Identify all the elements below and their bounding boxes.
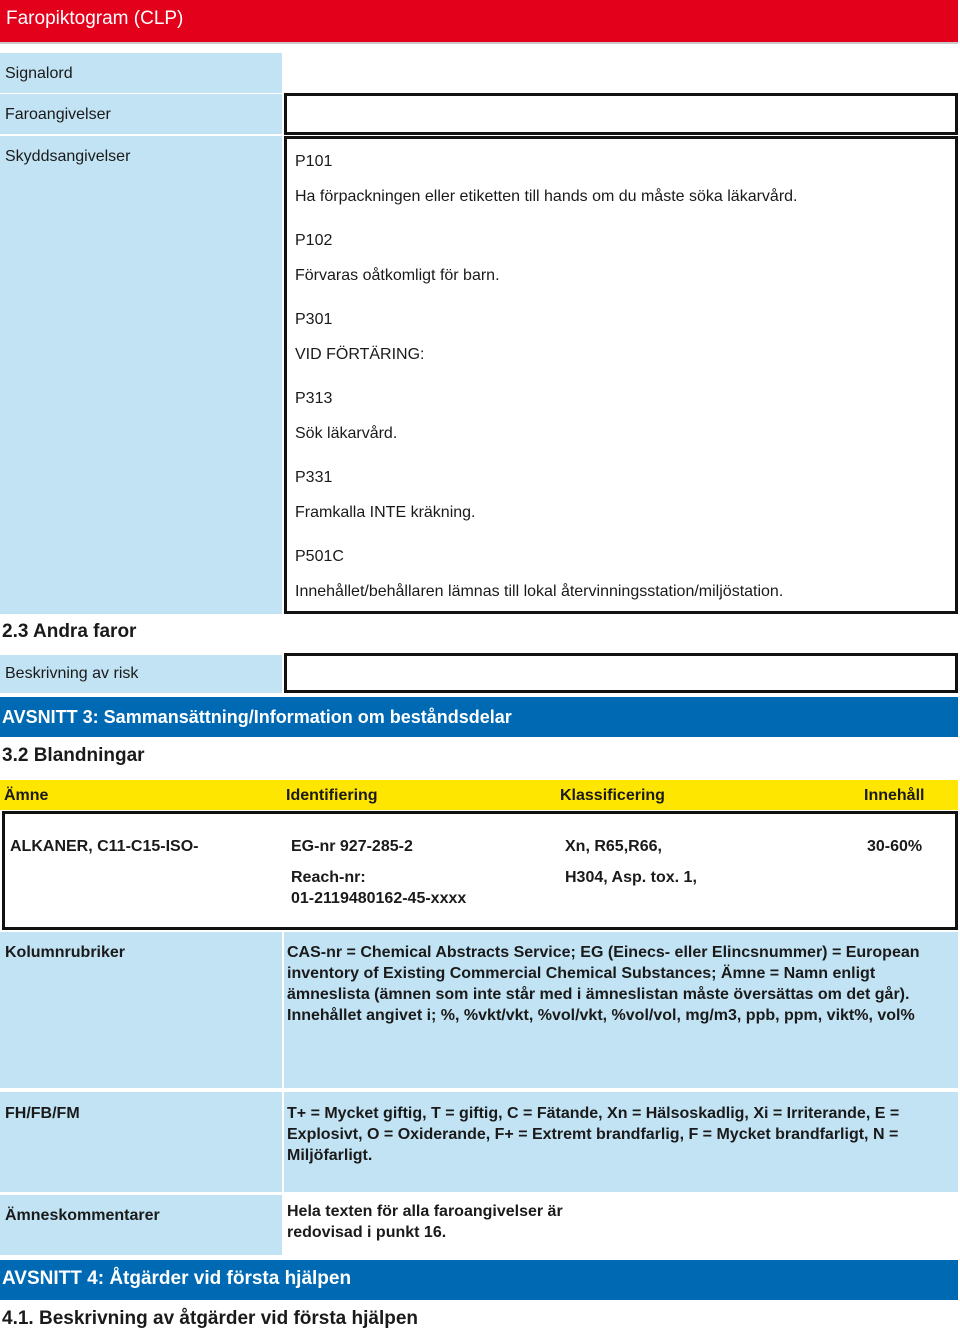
- precautionary-code: P102: [295, 232, 333, 249]
- classification-line-2: H304, Asp. tox. 1,: [565, 869, 697, 886]
- signal-word-label: Signalord: [0, 53, 282, 93]
- reach-label: Reach-nr:: [291, 869, 366, 886]
- precautionary-text: VID FÖRTÄRING:: [295, 346, 425, 363]
- reach-number: 01-2119480162-45-xxxx: [291, 890, 467, 907]
- section-4-1-heading: 4.1. Beskrivning av åtgärder vid första hjälpen: [2, 1308, 419, 1329]
- header-classification: Klassificering: [560, 787, 665, 804]
- fh-text: T+ = Mycket giftig, T = giftig, C = Fätande, Xn = Hälsoskadlig, Xi = Irriterande, E = Explosivt, O = Oxiderande, F+ = Extremt brandfarlig, F = Mycket brandfarligt, N = Miljöfarligt.: [287, 1105, 900, 1164]
- section-4-title: AVSNITT 4: Åtgärder vid första hjälpen: [2, 1268, 352, 1289]
- substance-name: ALKANER, C11-C15-ISO-: [10, 838, 199, 855]
- precautionary-text: Sök läkarvård.: [295, 425, 398, 442]
- columns-note-text: CAS-nr = Chemical Abstracts Service; EG (Einecs- eller Elincsnummer) = European inventory of Existing Commercial Chemical Substances; Ämne = Namn enligt ämneslista (ämnen som inte står med i ämneslistan måste översättas om det går). Innehållet angivet i; %, %vkt/vkt, %vol/vkt, %vol/vol, mg/m3, ppb, ppm, vikt%, vol%: [287, 944, 920, 1024]
- columns-note-label: Kolumnrubriker: [5, 944, 126, 961]
- fh-label-cell: [0, 1092, 282, 1192]
- section-3-title: AVSNITT 3: Sammansättning/Information om beståndsdelar: [2, 707, 512, 727]
- precautionary-code: P501C: [295, 548, 344, 565]
- risk-description-label: Beskrivning av risk: [0, 655, 282, 693]
- precautionary-text: Ha förpackningen eller etiketten till hands om du måste söka läkarvård.: [295, 188, 798, 205]
- section-3-2-heading: 3.2 Blandningar: [2, 745, 145, 766]
- comments-label: Ämneskommentarer: [5, 1207, 160, 1224]
- precautionary-text: Innehållet/behållaren lämnas till lokal återvinningsstation/miljöstation.: [295, 583, 784, 600]
- header-identification: Identifiering: [286, 787, 378, 804]
- precautionary-code: P101: [295, 153, 333, 170]
- header-substance: Ämne: [4, 787, 49, 804]
- hazard-statements-box: [284, 93, 958, 135]
- precautionary-code: P301: [295, 311, 333, 328]
- risk-description-box: [284, 653, 958, 693]
- precautionary-box: [284, 136, 958, 614]
- comments-text: Hela texten för alla faroangivelser är redovisad i punkt 16.: [287, 1203, 563, 1241]
- fh-label: FH/FB/FM: [5, 1105, 80, 1122]
- hazard-statements-label: Faroangivelser: [0, 94, 282, 134]
- precautionary-code: P313: [295, 390, 333, 407]
- columns-note-cell: [284, 932, 958, 1088]
- columns-note-label-cell: [0, 932, 282, 1088]
- mixture-table-row: [2, 811, 958, 930]
- section-4-header: [0, 1260, 958, 1300]
- hazard-pictograms-header: [0, 0, 958, 42]
- content-range: 30-60%: [867, 838, 923, 855]
- precautionary-code: P331: [295, 469, 333, 486]
- fh-text-cell: [284, 1092, 958, 1192]
- section-2-3-heading: 2.3 Andra faror: [2, 621, 137, 642]
- header-content: Innehåll: [864, 787, 925, 804]
- section-3-header: [0, 697, 958, 737]
- mixture-table-header: [0, 780, 958, 810]
- eg-number: EG-nr 927-285-2: [291, 838, 413, 855]
- precautionary-text: Framkalla INTE kräkning.: [295, 504, 476, 521]
- precautionary-label: Skyddsangivelser: [0, 136, 282, 614]
- hazard-pictograms-title: Faropiktogram (CLP): [6, 8, 184, 29]
- precautionary-text: Förvaras oåtkomligt för barn.: [295, 267, 500, 284]
- classification-line-1: Xn, R65,R66,: [565, 838, 662, 855]
- comments-label-cell: [0, 1195, 282, 1255]
